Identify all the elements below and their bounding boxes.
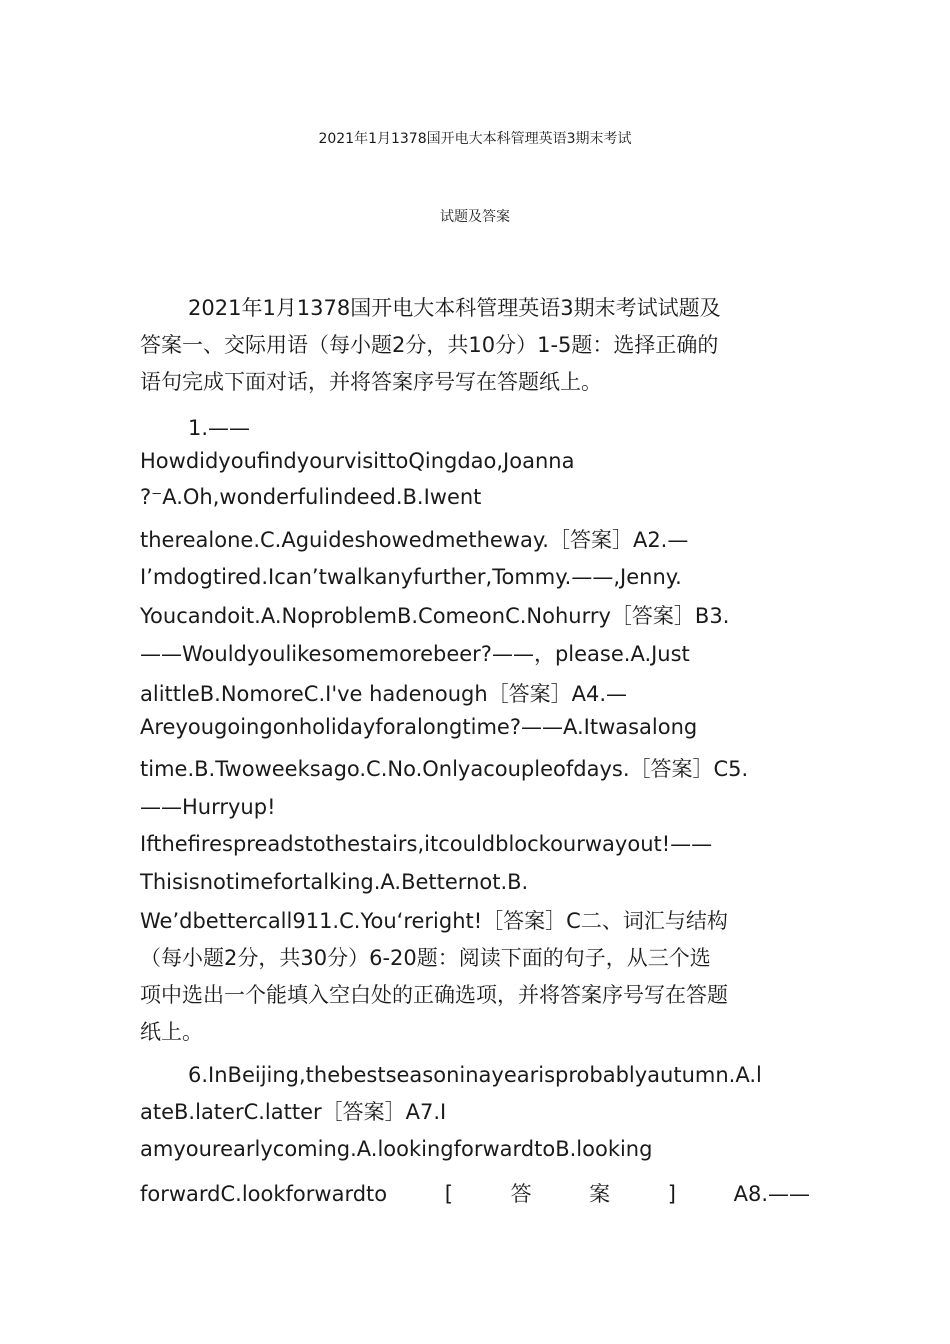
paragraph-line: therealone.C.Aguideshowedmetheway.［答案］A2.— xyxy=(140,528,689,552)
justified-segment: [ xyxy=(444,1182,453,1206)
justified-line xyxy=(140,1184,810,1205)
paragraph-line: ?⁻A.Oh,wonderfulindeed.B.Iwent xyxy=(140,485,482,509)
paragraph-line: amyourearlycoming.A.lookingforwardtoB.looking xyxy=(140,1137,653,1161)
paragraph-line: HowdidyoufindyourvisittoQingdao,Joanna xyxy=(140,449,575,473)
document-title-line-2: 试题及答案 xyxy=(440,209,510,225)
paragraph-line: 2021年1月1378国开电大本科管理英语3期末考试试题及 xyxy=(188,296,721,320)
justified-segment: A8.—— xyxy=(733,1182,810,1206)
justified-segment: 答 xyxy=(510,1182,532,1206)
paragraph-line: 纸上。 xyxy=(140,1020,203,1044)
paragraph-line: time.B.Twoweeksago.C.No.Onlyacoupleofdays.［答案］C5. xyxy=(140,757,749,781)
paragraph-line: ——Wouldyoulikesomemorebeer?——，please.A.Just xyxy=(140,642,690,666)
justified-segment: ] xyxy=(667,1182,676,1206)
paragraph-line: We’dbettercall911.C.You‘reright!［答案］C二、词汇与结构 xyxy=(140,909,728,933)
justified-segment: forwardC.lookforwardto xyxy=(140,1182,388,1206)
paragraph-line: alittleB.NomoreC.I've hadenough［答案］A4.— xyxy=(140,682,628,706)
document-title-line-1: 2021年1月1378国开电大本科管理英语3期末考试 xyxy=(318,131,632,147)
paragraph-line: 答案一、交际用语（每小题2分，共10分）1-5题：选择正确的 xyxy=(140,333,719,357)
paragraph-line: Youcandoit.A.NoproblemB.ComeonC.Nohurry［答案］B3. xyxy=(140,604,730,628)
paragraph-line: I’mdogtired.Ican’twalkanyfurther,Tommy.——,Jenny. xyxy=(140,565,682,589)
paragraph-line: 语句完成下面对话，并将答案序号写在答题纸上。 xyxy=(140,370,602,394)
paragraph-line: （每小题2分，共30分）6-20题：阅读下面的句子，从三个选 xyxy=(140,946,711,970)
paragraph-line: ——Hurryup! xyxy=(140,795,276,819)
paragraph-line: Ifthefirespreadstothestairs,itcouldblockourwayout!—— xyxy=(140,832,713,856)
paragraph-line: Thisisnotimefortalking.A.Betternot.B. xyxy=(140,870,529,894)
paragraph-line: 6.InBeijing,thebestseasoninayearisprobablyautumn.A.l xyxy=(188,1063,762,1087)
paragraph-line: Areyougoingonholidayforalongtime?——A.Itwasalong xyxy=(140,715,698,739)
paragraph-line: ateB.laterC.latter［答案］A7.I xyxy=(140,1100,447,1124)
paragraph-line: 1.—— xyxy=(188,416,251,440)
paragraph-line: 项中选出一个能填入空白处的正确选项，并将答案序号写在答题 xyxy=(140,983,728,1007)
justified-segment: 案 xyxy=(589,1182,611,1206)
